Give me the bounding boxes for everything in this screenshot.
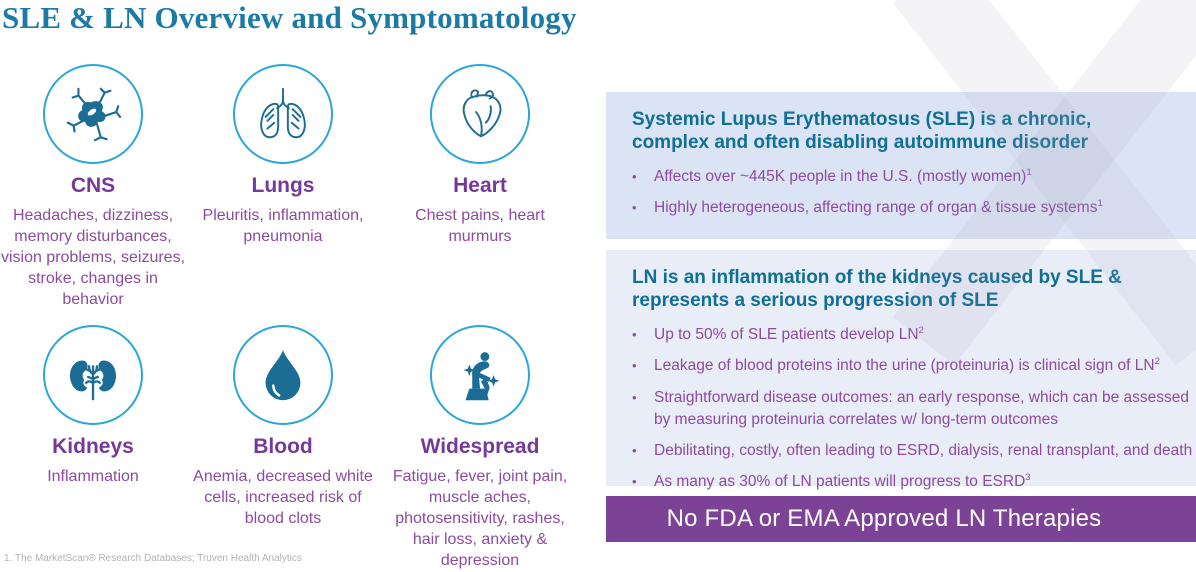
- bullet-text: Debilitating, costly, often leading to ESRD, dialysis, renal transplant, and death: [654, 441, 1193, 459]
- bullet-marker: •: [632, 169, 637, 185]
- neuron-icon: [43, 64, 143, 164]
- bullet-text: Leakage of blood proteins into the urine (proteinuria) is clinical sign of $LN^2$: [654, 356, 1160, 375]
- organ-card-widespread: [380, 325, 580, 572]
- organ-label: CNS: [70, 174, 116, 197]
- organ-label: Blood: [253, 435, 313, 458]
- footnote-references: 1. The MarketScan® Research Databases; Truven Health Analytics: [4, 553, 302, 564]
- bullet-marker: •: [632, 442, 637, 458]
- bullet-item: [632, 166, 1196, 188]
- sle-box-heading: Systemic Lupus Erythematosus (SLE) is a chronic, complex and often disabling autoimmune disorder: [632, 109, 1092, 154]
- person-pain-icon: [430, 325, 530, 425]
- bullet-marker: •: [632, 327, 637, 343]
- sle-overview-box: [606, 92, 1196, 239]
- organ-card-kidneys: [0, 325, 186, 487]
- organ-card-heart: [380, 64, 580, 247]
- organ-description: Chest pains, heart murmurs: [415, 207, 545, 246]
- organ-description: Headaches, dizziness, memory disturbances, vision problems, seizures, stroke, changes in behavior: [0, 207, 186, 309]
- bullet-item: [632, 355, 1196, 377]
- bullet-item: [632, 471, 1196, 493]
- bullet-text: Straightforward disease outcomes: an early response, which can be assessed by measuring proteinuria correlates w/ long-term outcomes: [654, 388, 1190, 428]
- lungs-icon: [233, 64, 333, 164]
- bullet-text: Affects over ~445K people in the U.S. (mostly women)$^1$: [654, 167, 1032, 186]
- bullet-text: Up to 50% of SLE patients develop $LN^2$: [654, 325, 924, 344]
- organ-grid-row-1: [0, 64, 580, 311]
- organ-description: Anemia, decreased white cells, increased risk of blood clots: [193, 468, 373, 528]
- organ-description: Fatigue, fever, joint pain, muscle aches, photosensitivity, rashes, hair loss, anxiety & depression: [392, 468, 568, 570]
- bullet-marker: •: [632, 200, 637, 216]
- bullet-item: [632, 440, 1196, 462]
- bullet-item: [632, 387, 1196, 431]
- bullet-text: Highly heterogeneous, affecting range of organ & tissue systems$^1$: [654, 198, 1103, 217]
- bullet-marker: •: [632, 358, 637, 374]
- no-approved-therapies-banner: [606, 496, 1196, 542]
- ln-bullet-list: [632, 324, 1196, 492]
- bullet-item: [632, 324, 1196, 346]
- ln-progression-box: [606, 250, 1196, 490]
- page-title: SLE & LN Overview and Symptomatology: [2, 0, 577, 35]
- organ-grid-row-2: [0, 325, 580, 572]
- organ-card-lungs: [186, 64, 380, 247]
- bullet-marker: •: [632, 389, 637, 405]
- organ-label: Kidneys: [52, 435, 134, 458]
- bullet-marker: •: [632, 473, 637, 489]
- organ-description: Pleuritis, inflammation, pneumonia: [202, 207, 364, 246]
- organ-label: Heart: [453, 174, 507, 197]
- organ-description: Inflammation: [47, 468, 139, 485]
- bullet-item: [632, 197, 1196, 219]
- organ-card-cns: [0, 64, 186, 311]
- kidneys-icon: [43, 325, 143, 425]
- organ-label: Widespread: [420, 435, 540, 458]
- heart-icon: [430, 64, 530, 164]
- ln-box-heading: LN is an inflammation of the kidneys caused by SLE & represents a serious progression of SLE: [632, 267, 1122, 312]
- sle-bullet-list: [632, 166, 1196, 219]
- organ-label: Lungs: [251, 174, 315, 197]
- blood-drop-icon: [233, 325, 333, 425]
- organ-card-blood: [186, 325, 380, 529]
- bullet-text: As many as 30% of LN patients will progress to ESRD$^3$: [654, 471, 1031, 490]
- banner-label: No FDA or EMA Approved LN Therapies: [666, 505, 1102, 532]
